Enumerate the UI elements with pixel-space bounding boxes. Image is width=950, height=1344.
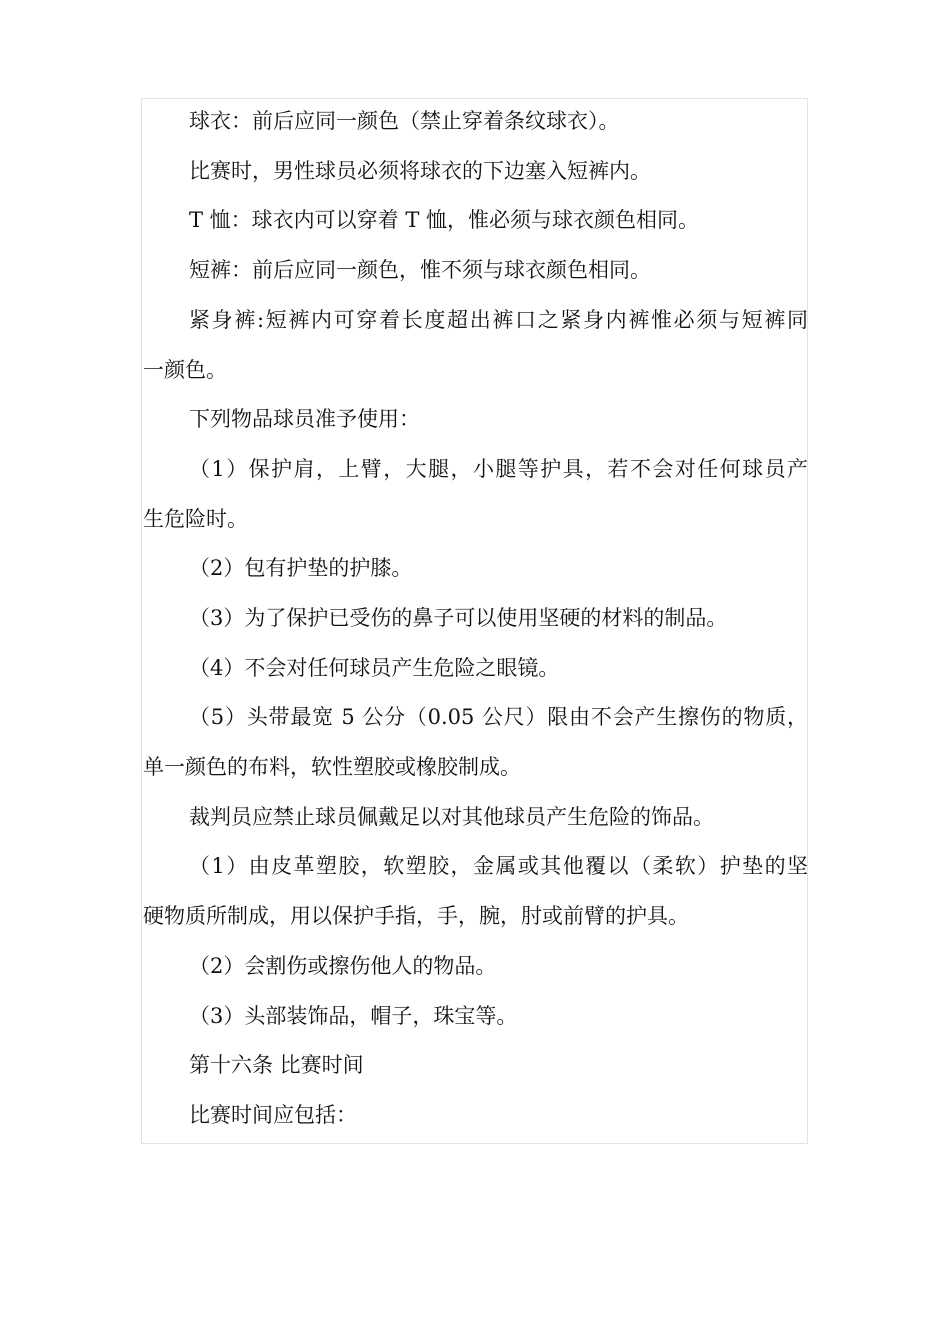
list-item-allowed-1-line-2: 生危险时。 (143, 507, 248, 531)
list-item-prohibited-2: （2）会割伤或擦伤他人的物品。 (189, 954, 497, 978)
list-item-allowed-2: （2）包有护垫的护膝。 (189, 556, 413, 580)
list-item-allowed-5-line-1: （5）头带最宽 5 公分（0.05 公尺）限由不会产生擦伤的物质， (189, 705, 808, 729)
list-item-allowed-4: （4）不会对任何球员产生危险之眼镜。 (189, 656, 560, 680)
section-heading-article-16: 第十六条 比赛时间 (189, 1053, 364, 1077)
paragraph-tights-line-2: 一颜色。 (143, 358, 227, 382)
paragraph-tights-line-1: 紧身裤:短裤内可穿着长度超出裤口之紧身内裤惟必须与短裤同 (189, 308, 808, 332)
list-item-prohibited-1-line-1: （1）由皮革塑胶，软塑胶，金属或其他覆以（柔软）护垫的坚 (189, 854, 808, 878)
paragraph-match-time: 比赛时间应包括： (189, 1103, 357, 1127)
list-item-prohibited-3: （3）头部装饰品，帽子，珠宝等。 (189, 1004, 518, 1028)
list-item-prohibited-1-line-2: 硬物质所制成，用以保护手指，手，腕，肘或前臂的护具。 (143, 904, 689, 928)
paragraph-tshirt: T 恤：球衣内可以穿着 T 恤，惟必须与球衣颜色相同。 (189, 208, 700, 232)
list-item-allowed-1-line-1: （1）保护肩，上臂，大腿，小腿等护具，若不会对任何球员产 (189, 457, 808, 481)
paragraph-jersey: 球衣：前后应同一颜色（禁止穿着条纹球衣）。 (189, 109, 620, 133)
paragraph-prohibited-heading: 裁判员应禁止球员佩戴足以对其他球员产生危险的饰品。 (189, 805, 714, 829)
paragraph-shorts: 短裤：前后应同一颜色，惟不须与球衣颜色相同。 (189, 258, 651, 282)
paragraph-allowed-items-heading: 下列物品球员准予使用： (189, 407, 420, 431)
list-item-allowed-5-line-2: 单一颜色的布料，软性塑胶或橡胶制成。 (143, 755, 521, 779)
paragraph-tuck-in: 比赛时，男性球员必须将球衣的下边塞入短裤内。 (189, 159, 651, 183)
list-item-allowed-3: （3）为了保护已受伤的鼻子可以使用坚硬的材料的制品。 (189, 606, 728, 630)
